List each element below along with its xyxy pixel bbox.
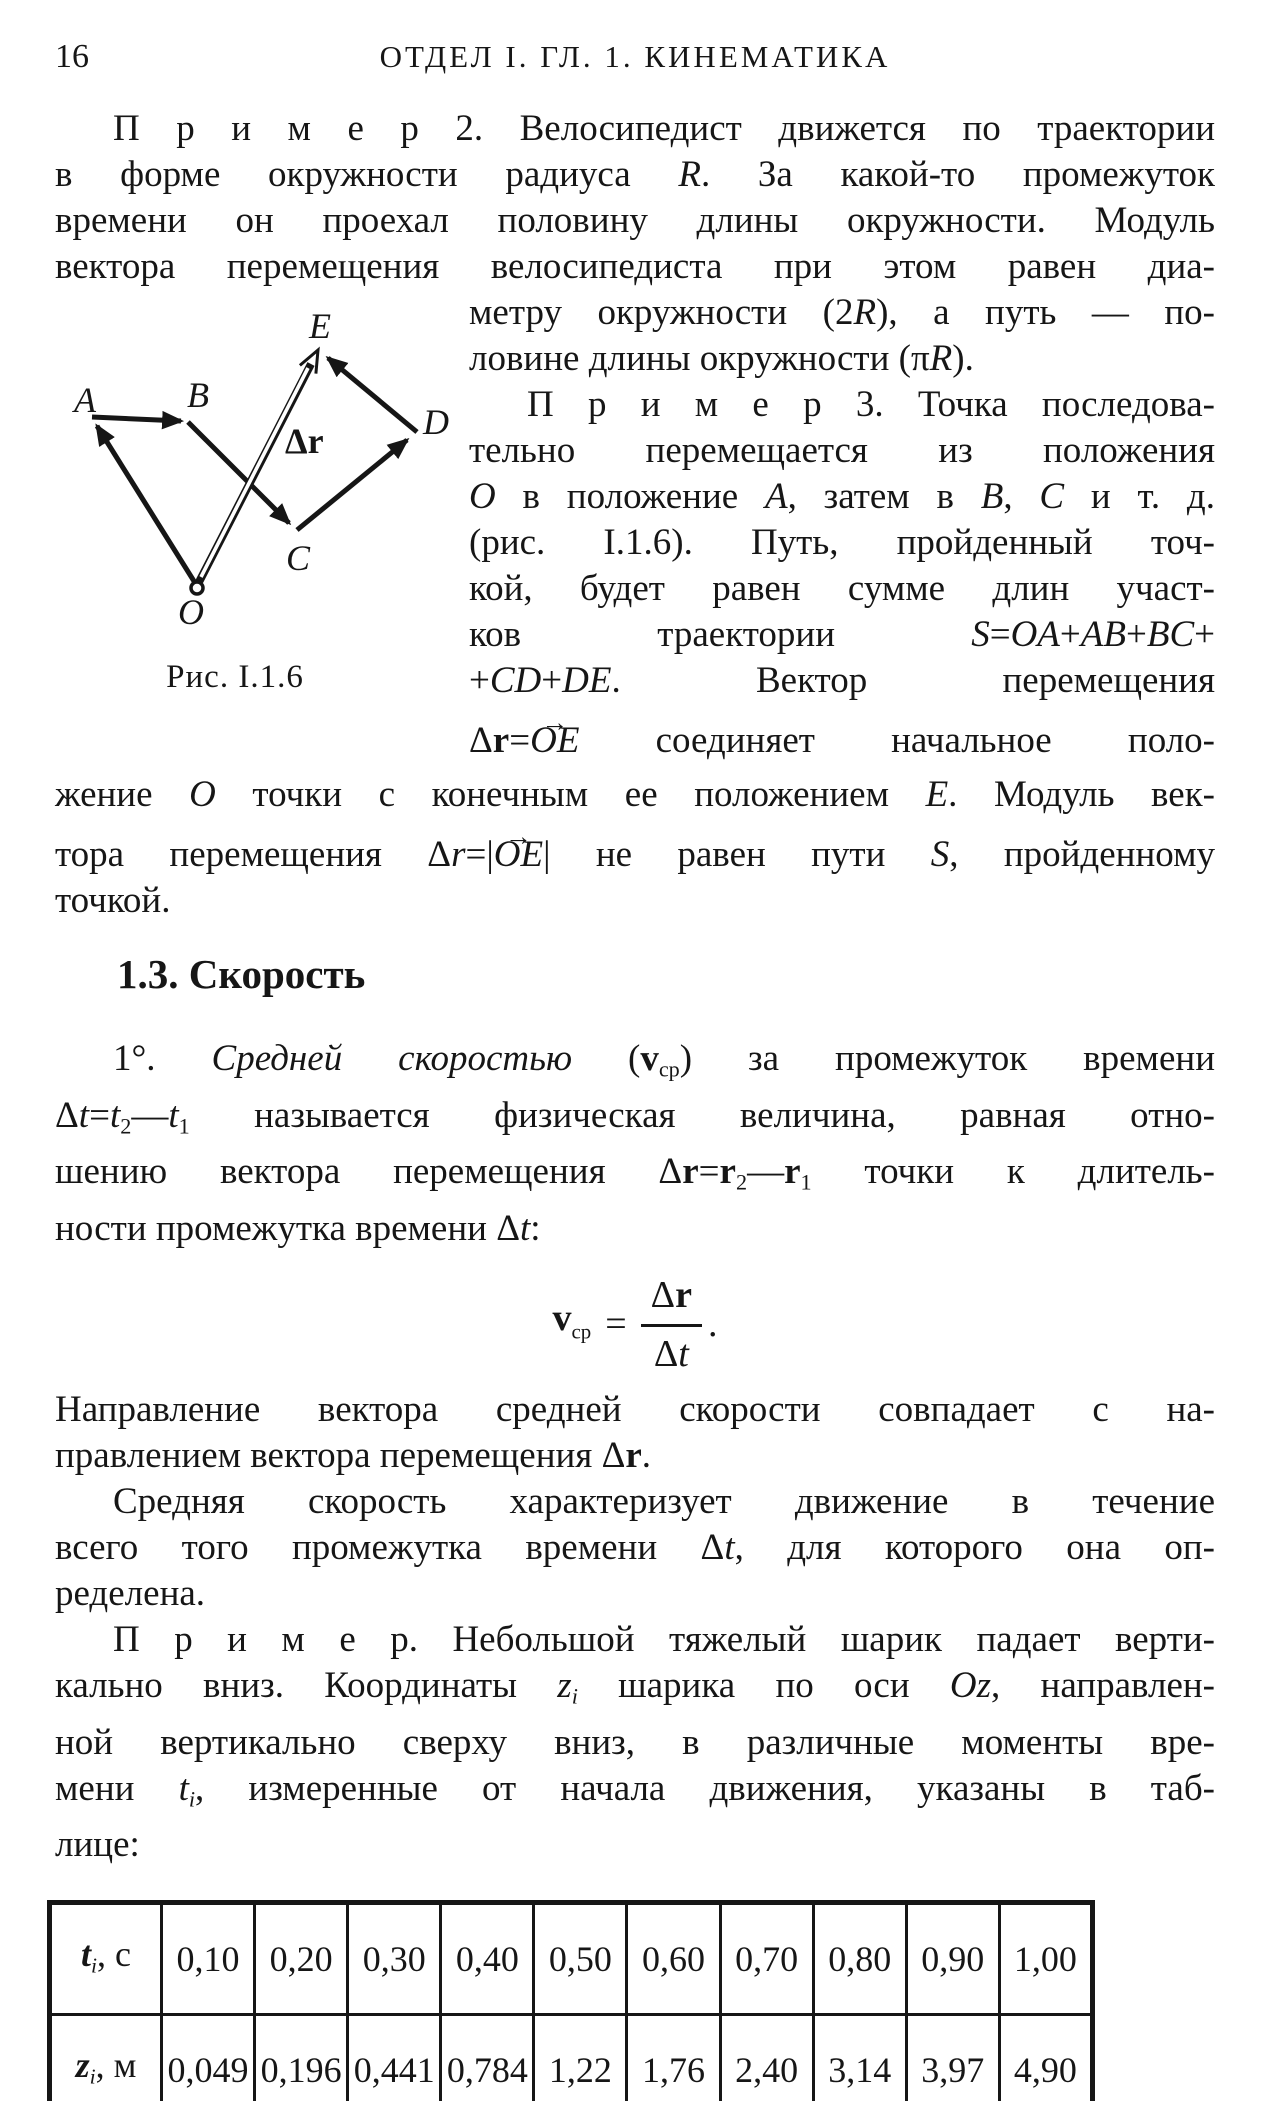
running-title: ОТДЕЛ I. ГЛ. 1. КИНЕМАТИКА [379,39,891,74]
point-label-d: D [423,402,449,442]
avg-speed-line2: всего того промежутка времени Δt, для которого она оп- [55,1526,1216,1568]
avg-speed-line1: Средняя скорость характеризует движение в течение [113,1480,1215,1522]
time-row-label: ti, с [50,1903,162,2015]
fraction-numerator: Δr [641,1272,702,1327]
point-label-o: O [178,592,204,632]
point-label-e: E [309,306,331,346]
ball-example-line4: мени ti, измеренные от начала движения, указаны в таб- [55,1767,1215,1812]
coordinate-cell-9: 3,97 [906,2015,999,2101]
example3-line11: точкой. [55,880,171,921]
coordinate-cell-1: 0,049 [162,2015,255,2101]
velocity-def-line2: Δt=t2—t1 называется физическая величина, равная отно- [55,1094,1215,1139]
example3-line7: +CD+DE. Вектор перемещения [469,660,1215,701]
example2-line6: ловине длины окружности (πR). [469,338,974,379]
formula-lhs: $v_{ср}$ [552,1296,592,1344]
time-cell-10: 1,00 [999,1903,1092,2015]
example2-line3: времени он проехал половину длины окружности. Модуль [55,200,1215,241]
page-number: 16 [55,38,89,75]
example3-line9: жение O точки с конечным ее положением E. Модуль век- [55,774,1215,815]
example3-line4: (рис. I.1.6). Путь, пройденный точ- [469,522,1215,563]
coordinate-cell-7: 2,40 [720,2015,813,2101]
ball-example-line5: лице: [55,1824,140,1866]
coordinate-cell-4: 0,784 [441,2015,534,2101]
time-cell-4: 0,40 [441,1903,534,2015]
formula-fraction [641,1272,702,1377]
measurements-table [47,1900,1095,2101]
coordinate-cell-8: 3,14 [813,2015,906,2101]
coordinate-cell-2: 0,196 [255,2015,348,2101]
segment-o-a [97,426,197,586]
segment-d-e [328,358,417,432]
section-heading: 1.3. Скорость [117,951,366,997]
trajectory-diagram [55,290,455,642]
formula-equals: = [605,1303,627,1346]
coordinate-cell-3: 0,441 [348,2015,441,2101]
direction-line2: правлением вектора перемещения Δr. [55,1434,652,1476]
fraction-denominator: Δt [653,1332,689,1375]
coordinate-cell-5: 1,22 [534,2015,627,2101]
time-row [50,1903,1093,2015]
formula-period: . [707,1303,718,1346]
example2-line5: метру окружности (2R), а путь — по- [469,292,1215,333]
time-cell-2: 0,20 [255,1903,348,2015]
time-cell-3: 0,30 [348,1903,441,2015]
avg-speed-line3: ределена. [55,1572,206,1614]
time-cell-6: 0,60 [627,1903,720,2015]
figure-caption: Рис. I.1.6 [166,659,304,695]
example3-line2: тельно перемещается из положения [469,430,1215,471]
average-velocity-formula [55,1272,1215,1377]
point-label-a: A [74,380,96,420]
example2-line4: вектора перемещения велосипедиста при этом равен диа- [55,246,1215,287]
point-label-c: C [285,538,311,578]
coordinate-row-label: zi, м [50,2015,162,2101]
segment-a-b [92,417,181,421]
page-header [55,34,1215,80]
time-cell-5: 0,50 [534,1903,627,2015]
coordinate-cell-10: 4,90 [999,2015,1092,2101]
point-label-b: B [187,375,209,415]
figure-i-1-6 [55,290,455,772]
example3-line8: Δr=→ OE соединяет начальное поло- [55,718,1215,764]
example3-line6: ков траектории S=OA+AB+BC+ [469,614,1215,655]
example2-line2: в форме окружности радиуса R. За какой-то промежуток [55,154,1215,195]
time-cell-9: 0,90 [906,1903,999,2015]
coordinate-row [50,2015,1093,2101]
ball-example-line1: П р и м е р. Небольшой тяжелый шарик падает верти- [113,1618,1215,1660]
example3-line10: тора перемещения Δr=|→ OE| не равен пути S, пройденному [55,832,1215,878]
velocity-def-line4: ности промежутка времени Δt: [55,1207,541,1249]
delta-r-label: Δr [285,421,324,461]
coordinate-cell-6: 1,76 [627,2015,720,2101]
velocity-def-line1: 1°. Средней скоростью (vср) за промежуток времени [113,1038,1215,1082]
time-cell-8: 0,80 [813,1903,906,2015]
example2-line1: П р и м е р 2. Велосипедист движется по траектории [113,108,1215,149]
example3-line3: O в положение A, затем в B, C и т. д. [469,476,1215,517]
time-cell-7: 0,70 [720,1903,813,2015]
time-cell-1: 0,10 [162,1903,255,2015]
ball-example-line2: кально вниз. Координаты zi шарика по оси Oz, направлен- [55,1664,1216,1709]
example3-line1: П р и м е р 3. Точка последова- [527,384,1215,425]
direction-line1: Направление вектора средней скорости совпадает с на- [55,1388,1215,1430]
example3-line5: кой, будет равен сумме длин участ- [469,568,1215,609]
ball-example-line3: ной вертикально сверху вниз, в различные моменты вре- [55,1721,1215,1763]
velocity-def-line3: шению вектора перемещения Δr=r2—r1 точки к длитель- [55,1151,1215,1195]
